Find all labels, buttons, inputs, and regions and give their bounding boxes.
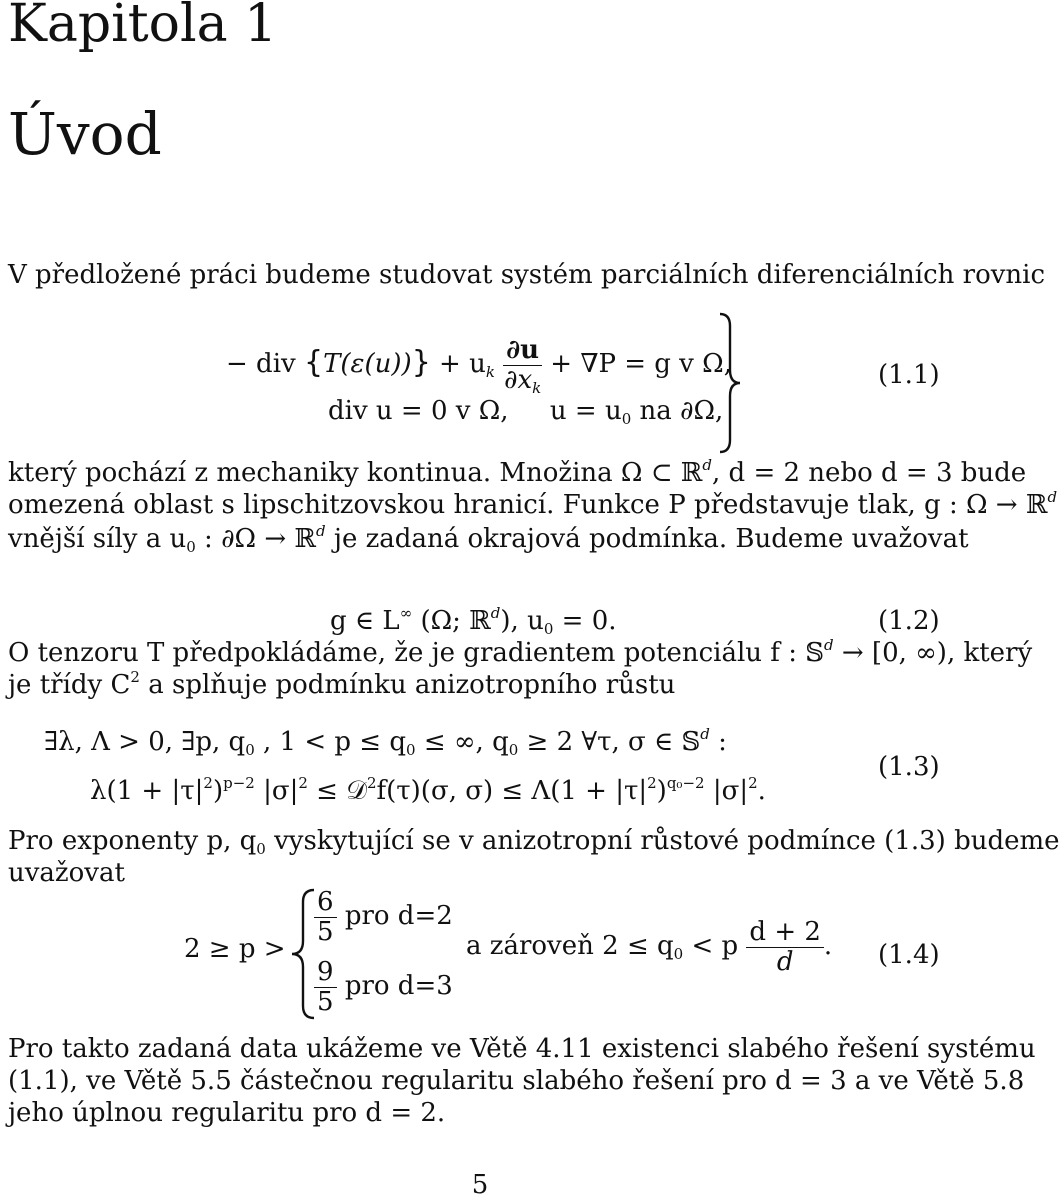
- para2-line1: který pochází z mechaniky kontinua. Množina Ω ⊂ ℝ$^d$, d = 2 nebo d = 3 bude: [8, 456, 1027, 488]
- right-brace-icon: [716, 312, 744, 454]
- eq1-line2: div u = 0 v Ω, $u = u_0$ na ∂Ω,: [328, 396, 724, 428]
- para5-line3: jeho úplnou regularitu pro d = 2.: [8, 1098, 446, 1128]
- intro-paragraph: V předložené práci budeme studovat systém parciálních diferenciálních rovnic: [8, 260, 1046, 290]
- equation-number-1-3: (1.3): [878, 752, 940, 782]
- eq1-line1: − div $\{T(\varepsilon(u))\} + u_k$ $\frac{\partial u}{\partial x_k}$ + ∇P = g v Ω,: [226, 335, 732, 397]
- para2-line3: vnější síly a $u_0$ : ∂Ω → ℝ$^d$ je zadaná okrajová podmínka. Budeme uvažovat: [8, 522, 969, 556]
- section-title: Úvod: [8, 100, 162, 168]
- eq3-line2: $\lambda(1 + |\tau|^2)^{p-2}$ $|\sigma|^2$ ≤ 𝒟$^2$f(τ)(σ, $\sigma) \le \Lambda(1 + |\tau|^2)^{q_0-2}$ $|\sigma|^2$.: [90, 774, 766, 806]
- para3-line1: O tenzoru T předpokládáme, že je gradientem potenciálu f : 𝕊$^d$ → [0, ∞), který: [8, 636, 1033, 668]
- chapter-heading: Kapitola 1: [8, 0, 278, 54]
- equation-number-1-4: (1.4): [878, 940, 940, 970]
- para4-line2: uvažovat: [8, 858, 125, 888]
- page-number: 5: [471, 1170, 489, 1200]
- eq4-case1: $\frac{6}{5}$ pro d=2: [314, 888, 453, 946]
- equation-number-1-2: (1.2): [878, 606, 940, 636]
- para3-line2: je třídy $C^2$ a splňuje podmínku anizotropního růstu: [8, 668, 676, 700]
- para2-line2: omezená oblast s lipschitzovskou hranicí. Funkce P představuje tlak, g : Ω → ℝ$^d$: [8, 488, 1058, 520]
- para5-line1: Pro takto zadaná data ukážeme ve Větě 4.11 existenci slabého řešení systému: [8, 1034, 1036, 1064]
- eq4-left: 2 ≥ p >: [184, 934, 286, 964]
- eq3-line1: ∃λ, Λ > 0, ∃p, $q_0$ , $1 < p \le q_0$ ≤ ∞, $q_0 \ge 2$ ∀τ, σ ∈ 𝕊$^d$ :: [44, 725, 727, 759]
- para4-line1: Pro exponenty p, $q_0$ vyskytující se v anizotropní růstové podmínce (1.3) budeme: [8, 826, 1060, 858]
- eq4-right: a zároveň $2 \le q_0 < p$ $\frac{d + 2}{d}$ .: [466, 917, 833, 977]
- equation-number-1-1: (1.1): [878, 360, 940, 390]
- eq4-case2: $\frac{9}{5}$ pro d=3: [314, 958, 453, 1016]
- equation-1-2: g ∈ L∞ (Ω; ℝ$^d$), $u_0 = 0$.: [330, 604, 617, 638]
- para5-line2: (1.1), ve Větě 5.5 částečnou regularitu slabého řešení pro d = 3 a ve Větě 5.8: [8, 1066, 1025, 1096]
